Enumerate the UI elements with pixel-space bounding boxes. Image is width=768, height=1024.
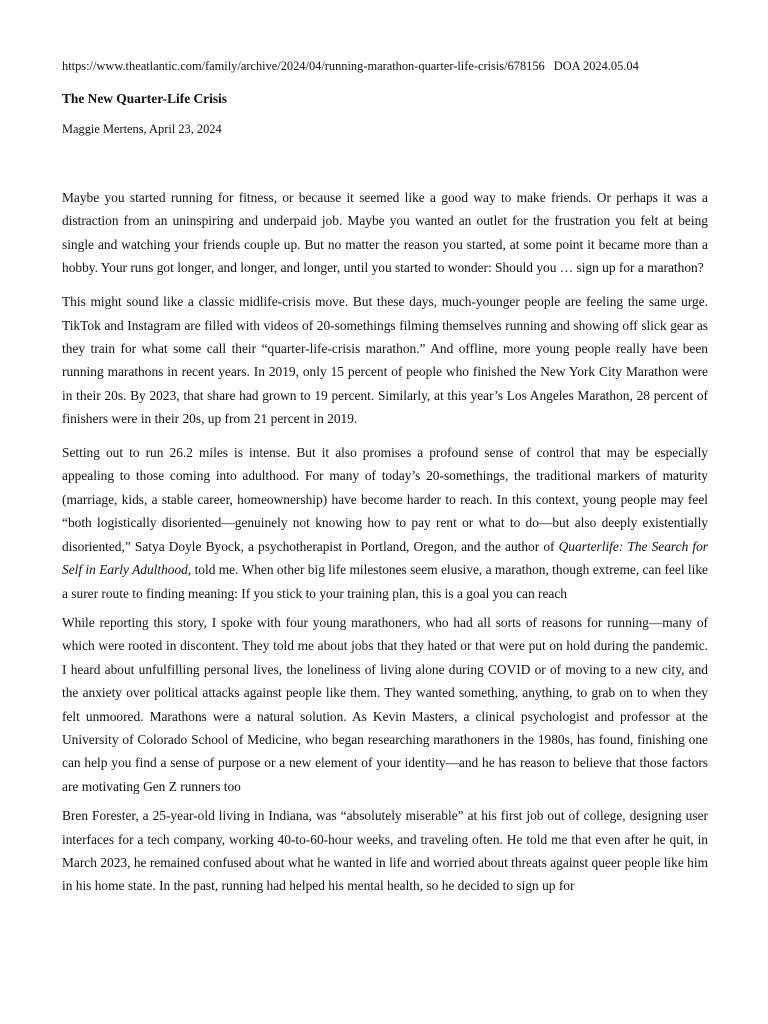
book-title: Quarterlife: The Search for Self in Early Adulthood (62, 538, 708, 578)
article-body (62, 186, 708, 898)
paragraph-3 (62, 441, 708, 605)
source-url: https://www.theatlantic.com/family/archive/2024/04/running-marathon-quarter-life-crisis/678156 (62, 59, 545, 73)
paragraph-1: Maybe you started running for fitness, or because it seemed like a good way to make friends. Or perhaps it was a distraction from an uninspiring and underpaid job. Maybe you wanted an outlet for the frustration you felt at being single and watching your friends couple up. But no matter the reason you started, at some point it became more than a hobby. Your runs got longer, and longer, and longer, until you started to wonder: Should you … sign up for a marathon? (62, 190, 708, 276)
paragraph-3-text-b: , told me. When other big life milestones seem elusive, a marathon, though extreme, can feel like a surer route to finding meaning: If you stick to your training plan, this is a goal you can reach (62, 562, 708, 601)
article-title: The New Quarter-Life Crisis (62, 91, 227, 106)
source-line (62, 58, 639, 74)
paragraph-3-text-a: Setting out to run 26.2 miles is intense. But it also promises a profound sense of control that may be especially appealing to those coming into adulthood. For many of today’s 20-somethings, the traditional markers of maturity (marriage, kids, a stable career, homeownership) have become harder to reach. In this context, young people may feel “both logistically disoriented—genuinely not knowing how to pay rent or what to do—but also deeply existentially disoriented,” Satya Doyle Byock, a psychotherapist in Portland, Oregon, and the author of (62, 445, 708, 554)
access-date: DOA 2024.05.04 (553, 59, 639, 73)
paragraph-5: Bren Forester, a 25-year-old living in Indiana, was “absolutely miserable” at his first job out of college, designing user interfaces for a tech company, working 40-to-60-hour weeks, and traveling often. He told me that even after he quit, in March 2023, he remained confused about what he wanted in life and worried about threats against queer people like him in his home state. In the past, running had helped his mental health, so he decided to sign up for (62, 808, 708, 894)
article-byline: Maggie Mertens, April 23, 2024 (62, 122, 222, 136)
paragraph-2: This might sound like a classic midlife-crisis move. But these days, much-younger people are feeling the same urge. TikTok and Instagram are filled with videos of 20-somethings filming themselves running and showing off slick gear as they train for what some call their “quarter-life-crisis marathon.” And offline, more young people really have been running marathons in recent years. In 2019, only 15 percent of people who finished the New York City Marathon were in their 20s. By 2023, that share had grown to 19 percent. Similarly, at this year’s Los Angeles Marathon, 28 percent of finishers were in their 20s, up from 21 percent in 2019. (62, 294, 708, 427)
paragraph-4: While reporting this story, I spoke with four young marathoners, who had all sorts of reasons for running—many of which were rooted in discontent. They told me about jobs that they hated or that were put on hold during the pandemic. I heard about unfulfilling personal lives, the loneliness of living alone during COVID or of moving to a new city, and the anxiety over political attacks against people like them. They wanted something, anything, to grab on to when they felt unmoored. Marathons were a natural solution. As Kevin Masters, a clinical psychologist and professor at the University of Colorado School of Medicine, who began researching marathoners in the 1980s, has found, finishing one can help you find a sense of purpose or a new element of your identity—and he has reason to believe that those factors are motivating Gen Z runners too (62, 614, 708, 794)
